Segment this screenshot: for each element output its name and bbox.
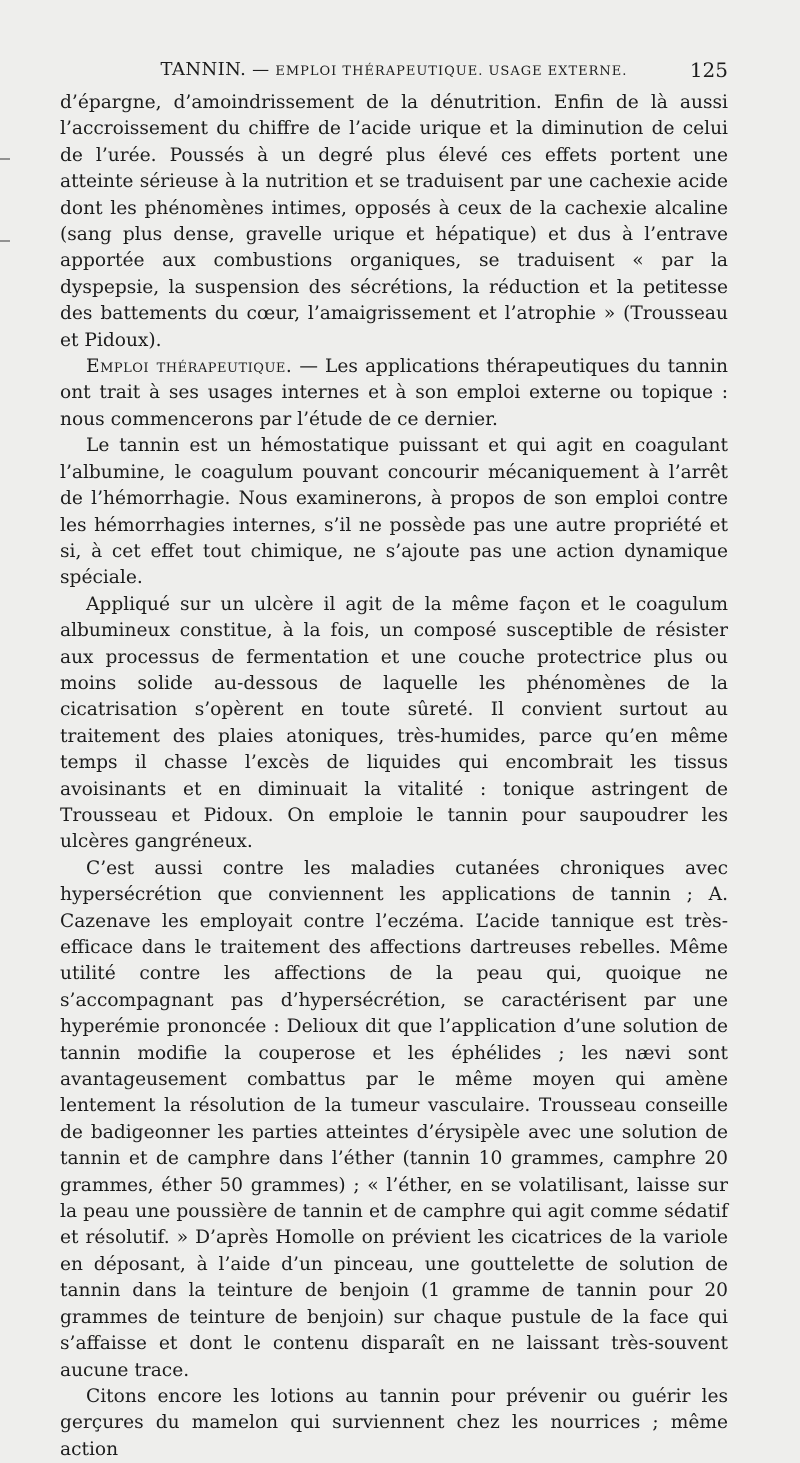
running-title-dash: —: [246, 60, 276, 80]
margin-mark: [0, 158, 10, 160]
body-text: [60, 90, 728, 1463]
running-head: [60, 56, 728, 84]
paragraph: [60, 354, 728, 433]
paragraph: Le tannin est un hémostatique puissant et qui agit en coagulant l’albumine, le coagulum pouvant concourir mécaniquement à l’arrêt de l’hémorrhagie. Nous examinerons, à propos de son emploi contre les hémorrhagies internes, s’il ne possède pas une autre propriété et si, à cet effet tout chimique, ne s’ajoute pas une action dynamique spéciale.: [60, 435, 728, 589]
paragraph-text: — Les applications thérapeutiques du tannin ont trait à ses usages internes et à son emploi externe ou topique : nous commencerons par l’étude de ce dernier.: [60, 356, 729, 430]
paragraph: d’épargne, d’amoindrissement de la dénutrition. Enfin de là aussi l’accroissement du chiffre de l’acide urique et la diminution de celui de l’urée. Poussés à un degré plus élevé ces effets portent une atteinte sérieuse à la nutrition et se traduisent par une cachexie acide dont les phénomènes intimes, opposés à ceux de la cachexie alcaline (sang plus dense, gravelle urique et hépatique) et dus à l’entrave apportée aux combustions organiques, se traduisent « par la dyspepsie, la suspension des sécrétions, la réduction et la petitesse des battements du cœur, l’amaigrissement et l’atrophie » (Trousseau et Pidoux).: [60, 92, 728, 351]
page-number: 125: [689, 58, 728, 82]
running-title: [60, 56, 728, 86]
section-heading: Emploi thérapeutique.: [86, 356, 293, 378]
running-title-main: TANNIN.: [160, 59, 247, 80]
running-title-section: EMPLOI THÉRAPEUTIQUE. USAGE EXTERNE.: [275, 64, 628, 79]
paragraph: Citons encore les lotions au tannin pour prévenir ou guérir les gerçures du mamelon qui surviennent chez les nourrices ; même action: [60, 1385, 728, 1460]
paragraph: Appliqué sur un ulcère il agit de la même façon et le coagulum albumineux constitue, à la fois, un composé susceptible de résister aux processus de fermentation et une couche protectrice plus ou moins solide au-dessous de laquelle les phénomènes de la cicatrisation s’opèrent en toute sûreté. Il convient surtout au traitement des plaies atoniques, très-humides, parce qu’en même temps il chasse l’excès de liquides qui encombrait les tissus avoisinants et en diminuait la vitalité : tonique astringent de Trousseau et Pidoux. On emploie le tannin pour saupoudrer les ulcères gangréneux.: [60, 593, 728, 853]
margin-mark: [0, 240, 10, 242]
paragraph: C’est aussi contre les maladies cutanées chroniques avec hypersécrétion que conviennent les applications de tannin ; A. Cazenave les employait contre l’eczéma. L’acide tannique est très-efficace dans le traitement des affections dartreuses rebelles. Même utilité contre les affections de la peau qui, quoique ne s’accompagnant pas d’hypersécrétion, se caractérisent par une hyperémie prononcée : Delioux dit que l’application d’une solution de tannin modifie la couperose et les éphélides ; les nævi sont avantageusement combattus par le même moyen qui amène lentement la résolution de la tumeur vasculaire. Trousseau conseille de badigeonner les parties atteintes d’érysipèle avec une solution de tannin et de camphre dans l’éther (tannin 10 grammes, camphre 20 grammes, éther 50 grammes) ; « l’éther, en se volatilisant, laisse sur la peau une poussière de tannin et de camphre qui agit comme sédatif et résolutif. » D’après Homolle on prévient les cicatrices de la variole en déposant, à l’aide d’un pinceau, une gouttelette de solution de tannin dans la teinture de benjoin (1 gramme de tannin pour 20 grammes de teinture de benjoin) sur chaque pustule de la face qui s’affaisse et dont le contenu disparaît en ne laissant très-souvent aucune trace.: [60, 857, 728, 1381]
